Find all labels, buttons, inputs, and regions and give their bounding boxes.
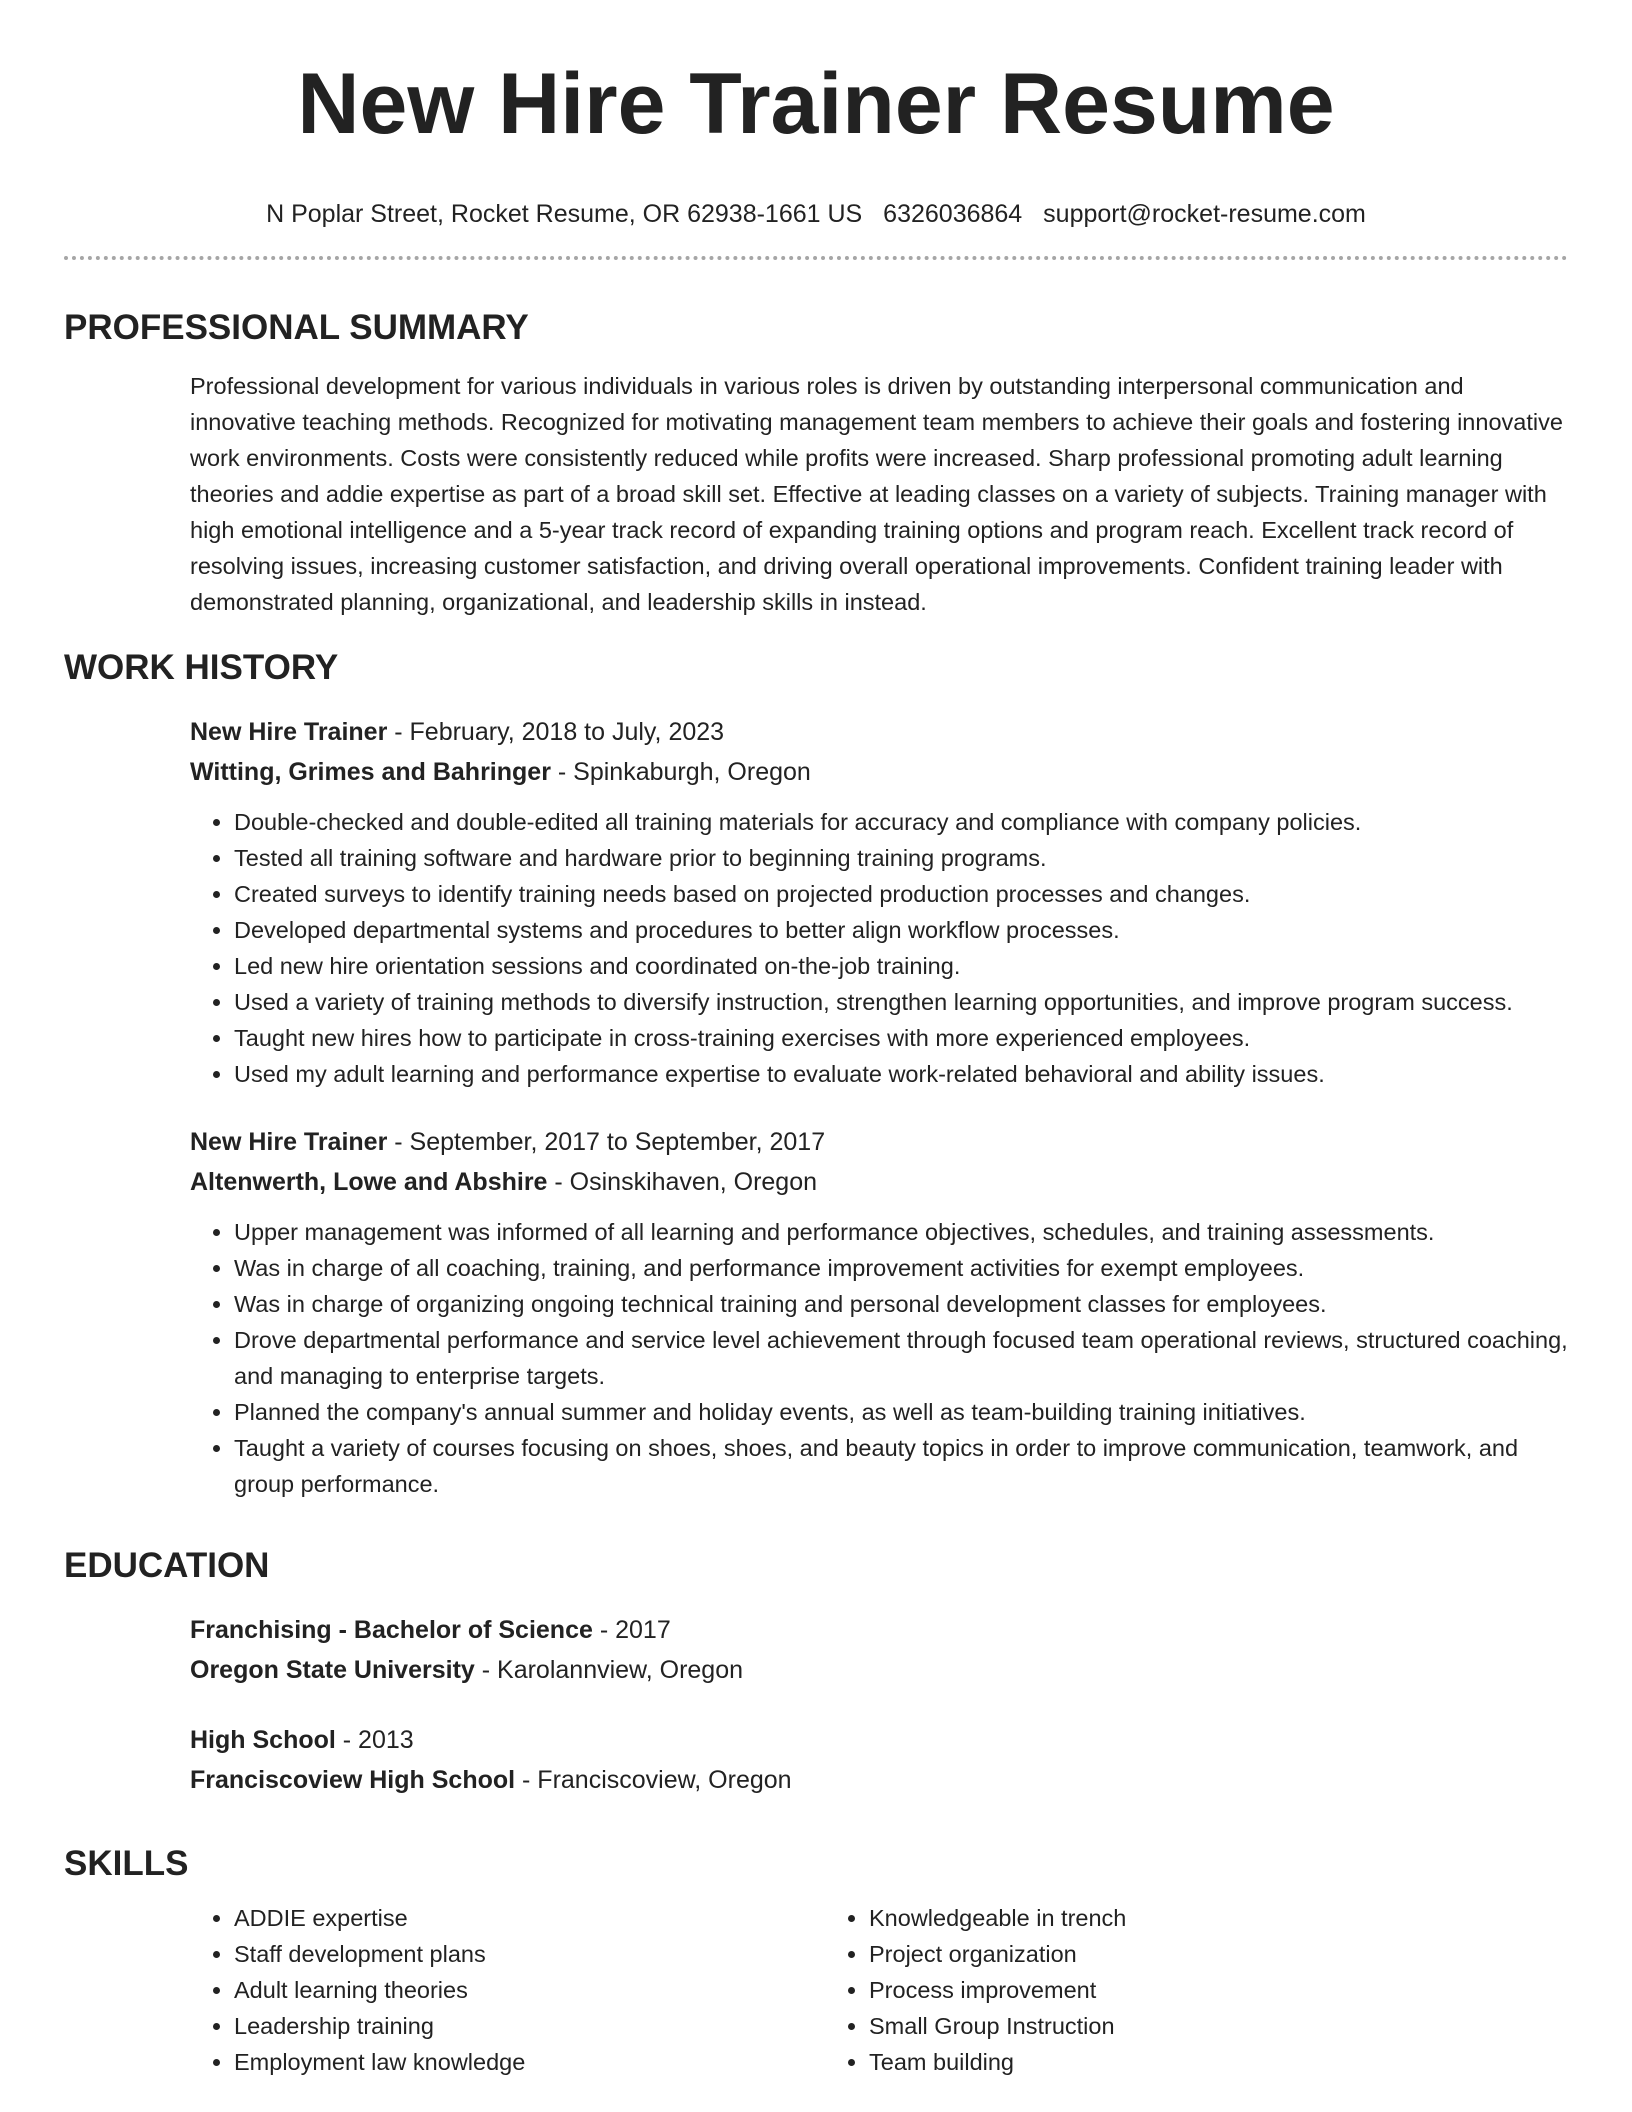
job-title-line [190, 712, 1568, 752]
job-dates: - February, 2018 to July, 2023 [387, 718, 725, 746]
contact-email: support@rocket-resume.com [1043, 200, 1366, 228]
skill-item: • Project organization [869, 1936, 1460, 1972]
degree-line [190, 1610, 1568, 1650]
school-line [190, 1650, 1568, 1690]
degree-year: - 2013 [335, 1726, 414, 1754]
job-bullet: • Used my adult learning and performance expertise to evaluate work-related behavioral and ability issues. [234, 1056, 1568, 1092]
contact-line [64, 198, 1568, 230]
education-heading: EDUCATION [64, 1546, 270, 1585]
job-company: Witting, Grimes and Bahringer [190, 758, 551, 786]
work-history-heading: WORK HISTORY [64, 648, 339, 687]
degree: Franchising - Bachelor of Science [190, 1616, 593, 1644]
job-bullet: • Led new hire orientation sessions and coordinated on-the-job training. [234, 948, 1568, 984]
summary-heading: PROFESSIONAL SUMMARY [64, 308, 529, 347]
job-location: - Osinskihaven, Oregon [547, 1168, 818, 1196]
job-company-line [190, 1162, 1568, 1202]
skill-item: • Knowledgeable in trench [869, 1900, 1460, 1936]
school-line [190, 1760, 1568, 1800]
job-bullet: • Drove departmental performance and service level achievement through focused team operational reviews, structured coaching, and managing to enterprise targets. [234, 1322, 1568, 1394]
job-dates: - September, 2017 to September, 2017 [387, 1128, 826, 1156]
job-bullet: • Double-checked and double-edited all training materials for accuracy and compliance with company policies. [234, 804, 1568, 840]
job-title: New Hire Trainer [190, 718, 388, 746]
job-company: Altenwerth, Lowe and Abshire [190, 1168, 548, 1196]
skill-item: • Process improvement [869, 1972, 1460, 2008]
school: Franciscoview High School [190, 1766, 516, 1794]
skills-list-right [825, 1900, 1460, 2080]
skill-item: • Staff development plans [234, 1936, 825, 1972]
summary-text: Professional development for various individuals in various roles is driven by outstanding interpersonal communication and innovative teaching methods. Recognized for motivating management team members to achieve their goals and fostering innovative work environments. Costs were consistently reduced while profits were increased. Sharp professional promoting adult learning theories and addie expertise as part of a broad skill set. Effective at leading classes on a variety of subjects. Training manager with high emotional intelligence and a 5-year track record of expanding training options and program reach. Excellent track record of resolving issues, increasing customer satisfaction, and driving overall operational improvements. Confident training leader with demonstrated planning, organizational, and leadership skills in instead. [190, 373, 1563, 615]
job-bullet: • Taught a variety of courses focusing on shoes, shoes, and beauty topics in order to improve communication, teamwork, and group performance. [234, 1430, 1568, 1502]
education-entry [190, 1720, 1568, 1800]
skills-list-left [190, 1900, 825, 2080]
skill-item: • Adult learning theories [234, 1972, 825, 2008]
job-bullet: • Planned the company's annual summer and holiday events, as well as team-building training initiatives. [234, 1394, 1568, 1430]
school: Oregon State University [190, 1656, 475, 1684]
job-company-line [190, 752, 1568, 792]
job-title-line [190, 1122, 1568, 1162]
job-bullet: • Was in charge of organizing ongoing technical training and personal development classes for employees. [234, 1286, 1568, 1322]
job-title: New Hire Trainer [190, 1128, 388, 1156]
job-bullet: • Developed departmental systems and procedures to better align workflow processes. [234, 912, 1568, 948]
skill-item: • Employment law knowledge [234, 2044, 825, 2080]
job-bullet: • Used a variety of training methods to diversify instruction, strengthen learning opportunities, and improve program success. [234, 984, 1568, 1020]
job-bullet: • Upper management was informed of all learning and performance objectives, schedules, and training assessments. [234, 1214, 1568, 1250]
skills-heading: SKILLS [64, 1844, 189, 1883]
skill-item: • Small Group Instruction [869, 2008, 1460, 2044]
skill-item: • ADDIE expertise [234, 1900, 825, 1936]
job-bullets [190, 1214, 1568, 1502]
degree-year: - 2017 [592, 1616, 671, 1644]
job-entry [190, 712, 1568, 1092]
job-bullets [190, 804, 1568, 1092]
skill-item: • Leadership training [234, 2008, 825, 2044]
skills-columns [190, 1900, 1568, 2080]
job-bullet: • Tested all training software and hardware prior to beginning training programs. [234, 840, 1568, 876]
education-entry [190, 1610, 1568, 1690]
header-divider [64, 256, 1568, 260]
school-location: - Karolannview, Oregon [474, 1656, 744, 1684]
degree-line [190, 1720, 1568, 1760]
school-location: - Franciscoview, Oregon [515, 1766, 792, 1794]
skill-item: • Team building [869, 2044, 1460, 2080]
job-bullet: • Was in charge of all coaching, training, and performance improvement activities for exempt employees. [234, 1250, 1568, 1286]
job-location: - Spinkaburgh, Oregon [550, 758, 811, 786]
job-bullet: • Created surveys to identify training needs based on projected production processes and changes. [234, 876, 1568, 912]
resume-title: New Hire Trainer Resume [297, 56, 1335, 152]
degree: High School [190, 1726, 336, 1754]
job-bullet: • Taught new hires how to participate in cross-training exercises with more experienced employees. [234, 1020, 1568, 1056]
contact-phone: 6326036864 [883, 200, 1023, 228]
job-entry [190, 1122, 1568, 1502]
contact-address: N Poplar Street, Rocket Resume, OR 62938-1661 US [266, 200, 863, 228]
